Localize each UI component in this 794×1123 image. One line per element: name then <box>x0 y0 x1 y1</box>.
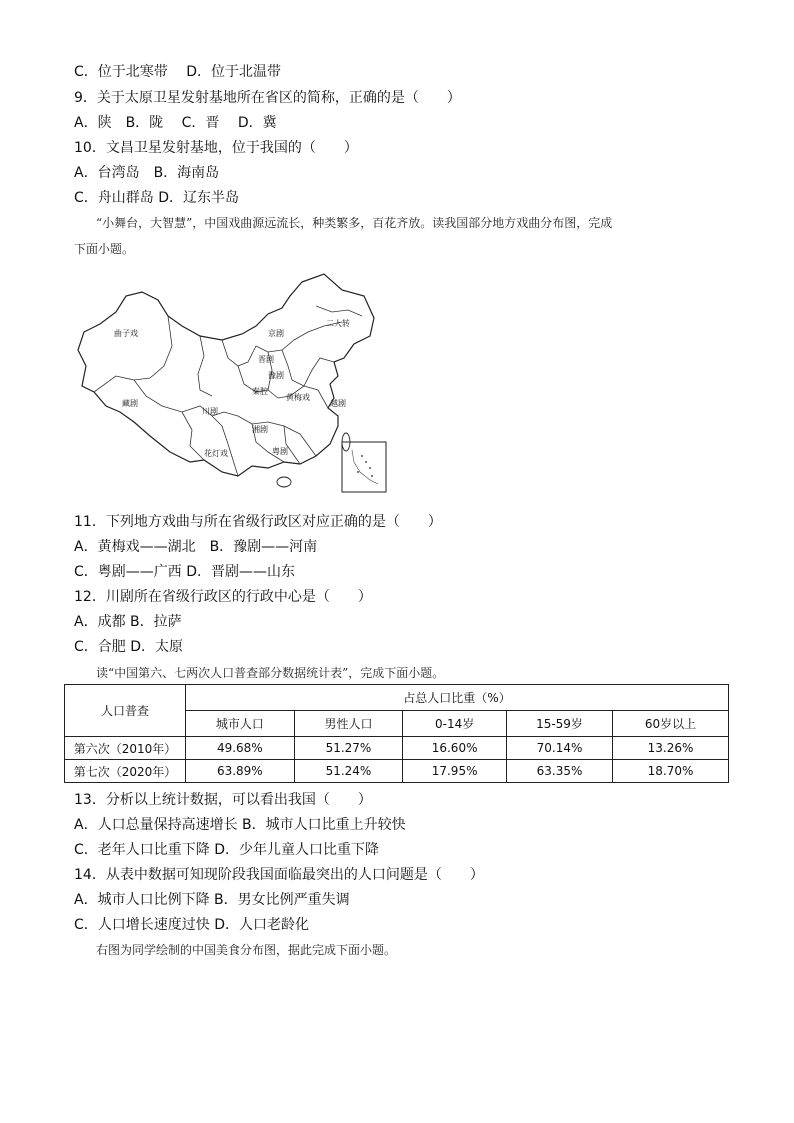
label-yueju-gd: 粤剧 <box>272 447 288 456</box>
label-quzi: 曲子戏 <box>114 329 138 338</box>
q11-options-cd: C．粤剧——广西 D．晋剧——山东 <box>74 564 296 580</box>
q13-options-ab: A．人口总量保持高速增长 B．城市人口比重上升较快 <box>74 817 406 833</box>
q10-options-ab: A．台湾岛 B．海南岛 <box>74 165 220 181</box>
label-jinju: 晋剧 <box>258 355 274 364</box>
label-huadeng: 花灯戏 <box>204 449 228 458</box>
table-cell: 17.95% <box>403 760 507 783</box>
opera-intro-line2: 下面小题。 <box>74 242 135 256</box>
q10-options-cd: C．舟山群岛 D．辽东半岛 <box>74 190 240 206</box>
question-10: 10．文昌卫星发射基地，位于我国的（ ） <box>74 140 358 156</box>
census-intro: 读“中国第六、七两次人口普查部分数据统计表”，完成下面小题。 <box>96 666 445 680</box>
question-11: 11．下列地方戏曲与所在省级行政区对应正确的是（ ） <box>74 514 442 530</box>
column-header: 15-59岁 <box>506 711 612 737</box>
table-cell: 63.89% <box>186 760 295 783</box>
table-cell: 16.60% <box>403 737 507 760</box>
row-label: 第六次（2010年） <box>65 737 186 760</box>
q9-options: A．陕 B．陇 C．晋 D．冀 <box>74 115 277 131</box>
label-ertai: 二人转 <box>326 319 350 328</box>
label-yuju: 豫剧 <box>268 371 284 380</box>
q14-options-ab: A．城市人口比例下降 B．男女比例严重失调 <box>74 892 350 908</box>
table-group-header: 占总人口比重（%） <box>186 685 729 711</box>
opera-intro-line1: “小舞台，大智慧”，中国戏曲源远流长，种类繁多，百花齐放。读我国部分地方戏曲分布图，完成 <box>96 216 613 230</box>
question-14: 14．从表中数据可知现阶段我国面临最突出的人口问题是（ ） <box>74 867 484 883</box>
q12-options-cd: C．合肥 D．太原 <box>74 639 184 655</box>
q14-options-cd: C．人口增长速度过快 D．人口老龄化 <box>74 917 310 933</box>
column-header: 城市人口 <box>186 711 295 737</box>
table-cell: 63.35% <box>506 760 612 783</box>
label-yueju-zj: 越剧 <box>330 399 346 408</box>
label-jingju: 京剧 <box>268 329 284 338</box>
census-table <box>64 684 729 783</box>
table-cell: 13.26% <box>613 737 729 760</box>
table-cell: 70.14% <box>506 737 612 760</box>
label-xiangju: 湘剧 <box>252 425 268 434</box>
column-header: 男性人口 <box>294 711 403 737</box>
food-intro: 右图为同学绘制的中国美食分布图，据此完成下面小题。 <box>96 943 397 957</box>
q8-options-cd: C．位于北寒带 D．位于北温带 <box>74 64 282 80</box>
table-rowhead: 人口普查 <box>65 685 186 737</box>
label-huangmei: 黄梅戏 <box>286 393 310 402</box>
column-header: 0-14岁 <box>403 711 507 737</box>
label-zangju: 藏剧 <box>122 399 138 408</box>
table-row <box>65 737 729 760</box>
label-qinqiang: 秦腔 <box>252 387 268 396</box>
question-13: 13．分析以上统计数据，可以看出我国（ ） <box>74 792 372 808</box>
china-opera-map <box>72 266 394 498</box>
table-cell: 49.68% <box>186 737 295 760</box>
q13-options-cd: C．老年人口比重下降 D．少年儿童人口比重下降 <box>74 842 380 858</box>
q11-options-ab: A．黄梅戏——湖北 B．豫剧——河南 <box>74 539 318 555</box>
q12-options-ab: A．成都 B．拉萨 <box>74 614 182 630</box>
china-outline <box>78 274 374 476</box>
table-cell: 18.70% <box>613 760 729 783</box>
label-chuanju: 川剧 <box>202 407 218 416</box>
table-row <box>65 760 729 783</box>
question-9: 9．关于太原卫星发射基地所在省区的简称，正确的是（ ） <box>74 90 461 106</box>
column-header: 60岁以上 <box>613 711 729 737</box>
table-cell: 51.27% <box>294 737 403 760</box>
row-label: 第七次（2020年） <box>65 760 186 783</box>
question-12: 12．川剧所在省级行政区的行政中心是（ ） <box>74 589 372 605</box>
table-cell: 51.24% <box>294 760 403 783</box>
